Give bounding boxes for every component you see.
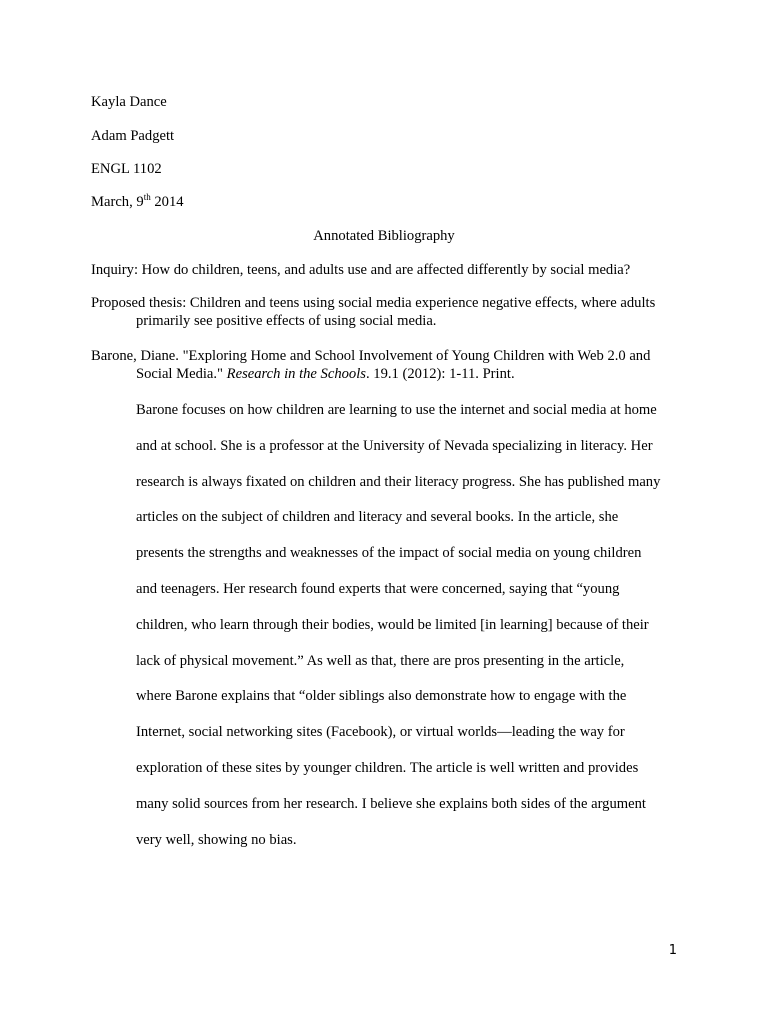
citation-line-2 [91,365,681,383]
annotation-line: where Barone explains that “older siblings also demonstrate how to engage with the [136,688,627,705]
annotation-line: presents the strengths and weaknesses of the impact of social media on young children [136,545,642,562]
thesis-line-1: Proposed thesis: Children and teens using social media experience negative effects, where adults [91,295,656,311]
annotation-line: Internet, social networking sites (Facebook), or virtual worlds—leading the way for [136,724,625,741]
instructor-name: Adam Padgett [91,128,175,144]
annotation-line: exploration of these sites by younger children. The article is well written and provides [136,759,639,776]
page-title: Annotated Bibliography [313,228,455,244]
annotation-line: and at school. She is a professor at the University of Nevada specializing in literacy. Her [136,437,653,454]
thesis-line-2: primarily see positive effects of using social media. [136,313,437,329]
citation-line-1: Barone, Diane. "Exploring Home and School Involvement of Young Children with Web 2.0 and [91,348,651,364]
student-name: Kayla Dance [91,94,167,110]
course-code: ENGL 1102 [91,161,162,177]
citation-title-end: Social Media." [136,366,227,382]
annotation-line: many solid sources from her research. I believe she explains both sides of the argument [136,795,646,812]
inquiry-line: Inquiry: How do children, teens, and adults use and are affected differently by social media? [91,262,631,278]
date-suffix: th [143,192,151,203]
annotation-line: children, who learn through their bodies, would be limited [in learning] because of their [136,616,649,633]
citation-entry [91,347,681,383]
annotation-line: Barone focuses on how children are learning to use the internet and social media at home [136,402,657,418]
citation-details: . 19.1 (2012): 1-11. Print. [365,366,515,382]
annotation-line: lack of physical movement.” As well as that, there are pros presenting in the article, [136,652,625,669]
annotation-line: articles on the subject of children and literacy and several books. In the article, she [136,509,619,526]
date-line [91,193,184,211]
annotation-line: research is always fixated on children and their literacy progress. She has published many [136,473,661,490]
proposed-thesis [91,294,681,330]
journal-name: Research in the Schools [226,366,366,382]
date-main: March, 9 [91,194,144,210]
annotation-paragraph [136,393,684,858]
annotation-line: and teenagers. Her research found experts that were concerned, saying that “young [136,580,620,597]
page-number: 1 [668,943,677,958]
annotation-line: very well, showing no bias. [136,831,297,848]
date-year: 2014 [150,194,184,210]
